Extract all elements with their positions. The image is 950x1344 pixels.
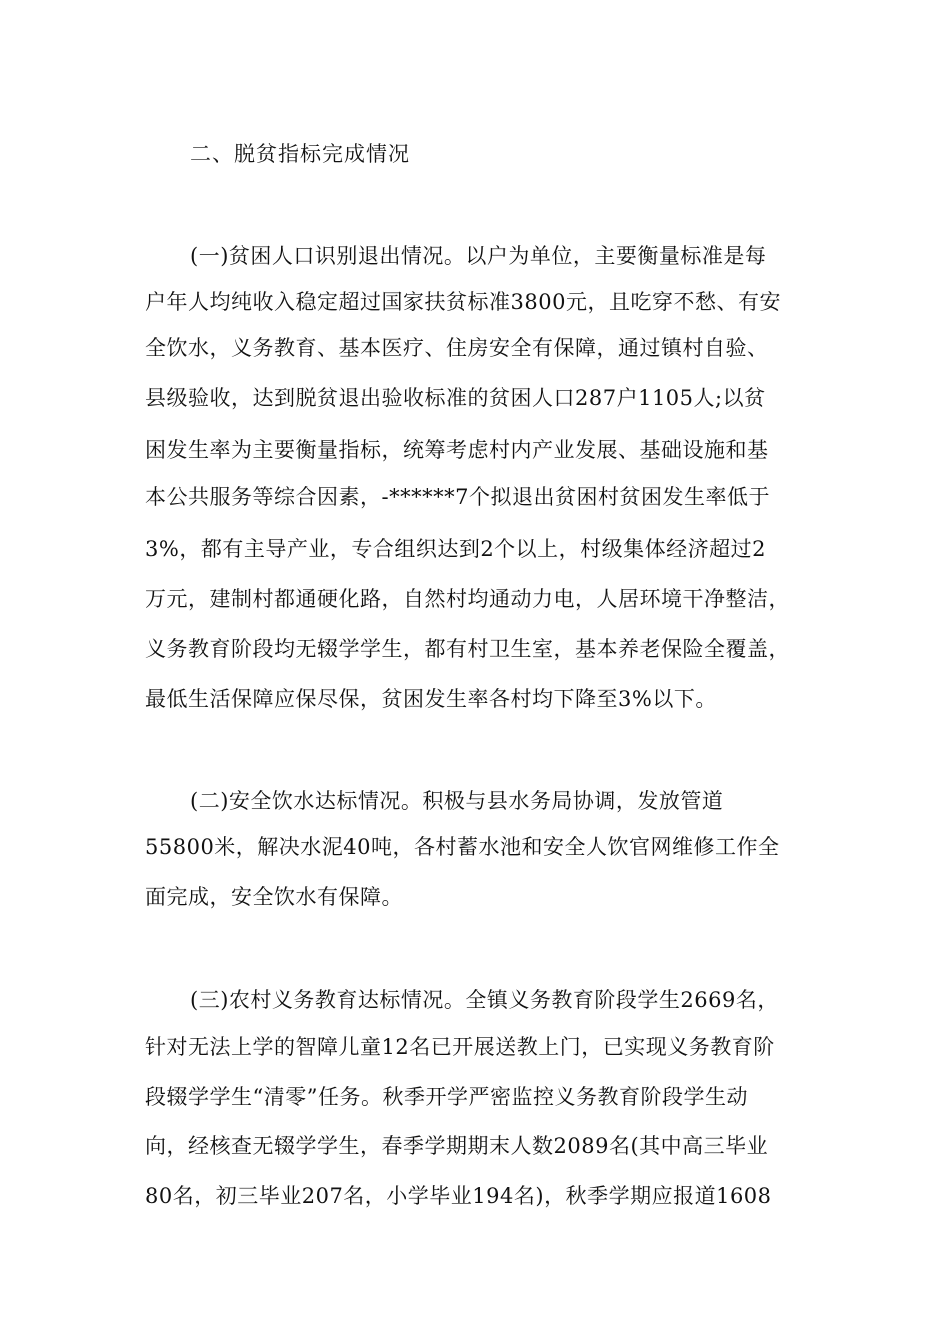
paragraph-1-line-4: 县级验收，达到脱贫退出验收标准的贫困人口287户1105人;以贫	[145, 386, 766, 410]
paragraph-2-line-2: 55800米，解决水泥40吨，各村蓄水池和安全人饮官网维修工作全	[145, 835, 780, 859]
paragraph-3-line-2: 针对无法上学的智障儿童12名已开展送教上门，已实现义务教育阶	[145, 1035, 775, 1059]
paragraph-1-line-5: 困发生率为主要衡量指标，统筹考虑村内产业发展、基础设施和基	[145, 438, 769, 462]
paragraph-1-line-9: 义务教育阶段均无辍学学生，都有村卫生室，基本养老保险全覆盖，	[145, 637, 790, 661]
paragraph-2-line-3: 面完成，安全饮水有保障。	[145, 885, 403, 909]
section-heading: 二、脱贫指标完成情况	[190, 142, 410, 166]
paragraph-1-line-2: 户年人均纯收入稳定超过国家扶贫标准3800元，且吃穿不愁、有安	[145, 290, 781, 314]
paragraph-1-line-3: 全饮水，义务教育、基本医疗、住房安全有保障，通过镇村自验、	[145, 336, 769, 360]
paragraph-1-line-1: (一)贫困人口识别退出情况。以户为单位，主要衡量标准是每	[190, 244, 767, 268]
paragraph-3-line-4: 向，经核查无辍学学生，春季学期期末人数2089名(其中高三毕业	[145, 1134, 769, 1158]
paragraph-3-line-5: 80名，初三毕业207名，小学毕业194名)，秋季学期应报道1608	[145, 1184, 772, 1208]
paragraph-1-line-6: 本公共服务等综合因素，-******7个拟退出贫困村贫困发生率低于	[145, 485, 770, 509]
paragraph-1-line-10: 最低生活保障应保尽保，贫困发生率各村均下降至3%以下。	[145, 687, 717, 711]
paragraph-3-line-3: 段辍学学生“清零”任务。秋季开学严密监控义务教育阶段学生动	[145, 1085, 748, 1109]
paragraph-2-line-1: (二)安全饮水达标情况。积极与县水务局协调，发放管道	[190, 789, 724, 813]
paragraph-3-line-1: (三)农村义务教育达标情况。全镇义务教育阶段学生2669名，	[190, 988, 779, 1012]
paragraph-1-line-7: 3%，都有主导产业，专合组织达到2个以上，村级集体经济超过2	[145, 537, 767, 561]
paragraph-1-line-8: 万元，建制村都通硬化路，自然村均通动力电，人居环境干净整洁，	[145, 587, 790, 611]
